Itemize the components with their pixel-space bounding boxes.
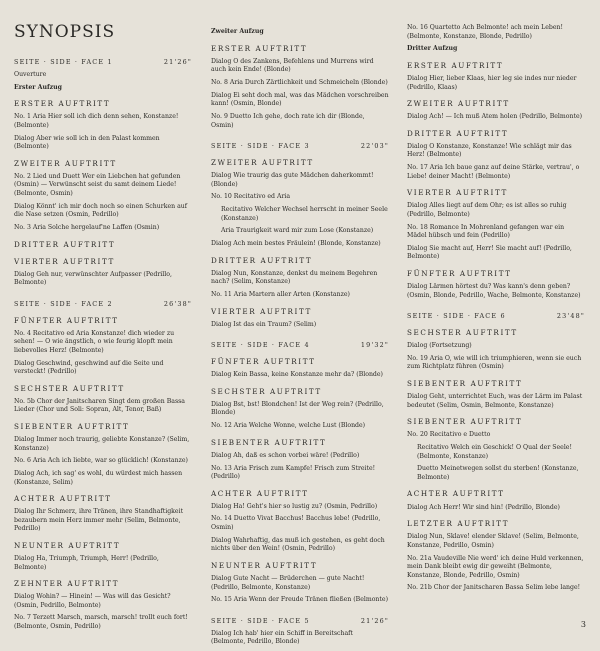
- side-duration: 22'03": [360, 142, 389, 151]
- side-duration: 21'26": [163, 58, 192, 66]
- number-entry: No. 9 Duetto Ich gehe, doch rate ich dir (Blonde, Osmin): [211, 112, 365, 129]
- number-entry: No. 10 Recitativo ed Aria: [211, 193, 291, 201]
- dialog-entry: Dialog Nun, Sklave! elender Sklave! (Selim, Belmonte, Konstanze, Pedrillo, Osmin): [407, 533, 579, 549]
- number-entry: No. 8 Aria Durch Zärtlichkeit und Schmeicheln (Blonde): [211, 78, 388, 86]
- dialog-entry: Dialog Ist das ein Traum? (Selim): [211, 320, 317, 328]
- dialog-entry: Dialog Ach! — Ich muß Atem holen (Pedrillo, Belmonte): [407, 113, 583, 121]
- dialog-entry: Dialog Wohin? — Hinein! — Was will das Gesicht? (Osmin, Pedrillo, Belmonte): [14, 593, 171, 609]
- dialog-entry: Dialog Nun, Konstanze, denkst du meinem Begehren nach? (Selim, Konstanze): [211, 269, 378, 286]
- number-entry: No. 21a Vaudeville Nie werd' ich deine Huld verkennen, mein Dank bleibt ewig dir geweiht (Belmonte, Konstanze, Blonde, Pedrillo, Osmin): [407, 554, 584, 579]
- side-duration: 23'48": [556, 312, 585, 321]
- act-heading: Erster Aufzug: [14, 83, 62, 91]
- number-entry: No. 6 Aria Ach ich liebte, war so glücklich! (Konstanze): [14, 457, 188, 465]
- scene-heading: ACHTER AUFTRITT: [407, 489, 505, 499]
- scene-heading: NEUNTER AUFTRITT: [14, 540, 121, 550]
- dialog-entry: Dialog Ich hab' hier ein Schiff in Bereitschaft (Belmonte, Pedrillo, Blonde): [211, 629, 353, 646]
- number-entry: No. 20 Recitativo e Duetto: [407, 431, 491, 439]
- scene-heading: SIEBENTER AUFTRITT: [407, 379, 523, 388]
- number-entry: No. 1 Aria Hier soll ich dich denn sehen, Konstanze! (Belmonte): [14, 113, 179, 129]
- side-header: [211, 341, 389, 350]
- dialog-entry: Dialog Wie traurig das gute Mädchen daherkommt! (Blonde): [211, 172, 374, 188]
- dialog-entry: Dialog Hier, lieber Klaas, hier leg sie indes nur nieder (Pedrillo, Klaas): [407, 74, 577, 91]
- act-heading: Zweiter Aufzug: [211, 28, 264, 35]
- side-label: SEITE · SIDE · FACE 5: [211, 616, 310, 625]
- scene-heading: ACHTER AUFTRITT: [211, 488, 309, 498]
- side-duration: 26'38": [163, 299, 192, 308]
- scene-heading: DRITTER AUFTRITT: [211, 255, 313, 265]
- side-label: SEITE · SIDE · FACE 6: [407, 312, 506, 321]
- dialog-entry: Dialog Geschwind, geschwind auf die Seite und versteckt! (Pedrillo): [14, 359, 164, 376]
- scene-heading: VIERTER AUFTRITT: [14, 256, 115, 266]
- scene-heading: VIERTER AUFTRITT: [211, 306, 312, 316]
- scene-heading: FÜNFTER AUFTRITT: [211, 357, 316, 367]
- scene-heading: NEUNTER AUFTRITT: [211, 560, 318, 570]
- dialog-entry: Dialog Immer noch traurig, geliebte Konstanze? (Selim, Konstanze): [14, 435, 190, 452]
- dialog-entry: Dialog Sie macht auf, Herr! Sie macht auf! (Pedrillo, Belmonte): [407, 244, 572, 261]
- scene-heading: FÜNFTER AUFTRITT: [407, 269, 512, 278]
- dialog-entry: Dialog Wahrhaftig, das muß ich gestehen, es geht doch nichts über den Wein! (Osmin, Pedrillo): [211, 536, 385, 553]
- side-header: [14, 58, 192, 67]
- scene-heading: DRITTER AUFTRITT: [407, 128, 509, 138]
- dialog-entry: Dialog Kein Bassa, keine Konstanze mehr da? (Blonde): [211, 371, 383, 379]
- dialog-entry: Dialog Ah, daß es schon vorbei wäre! (Pedrillo): [211, 451, 360, 459]
- number-entry: No. 12 Aria Welche Wonne, welche Lust (Blonde): [211, 422, 366, 430]
- scene-heading: ERSTER AUFTRITT: [407, 60, 504, 70]
- column-3: [407, 24, 585, 597]
- number-entry: No. 21b Chor der Janitscharen Bassa Selim lebe lange!: [407, 584, 581, 592]
- number-entry: No. 17 Aria Ich baue ganz auf deine Stärke, vertrau', o Liebe! deiner Macht! (Belmonte): [407, 164, 580, 180]
- sub-entry: Recitativo Welch ein Geschick! O Qual der Seele! (Belmonte, Konstanze): [417, 444, 572, 460]
- sub-entry: Aria Traurigkeit ward mir zum Lose (Konstanze): [221, 227, 374, 235]
- scene-heading: SIEBENTER AUFTRITT: [407, 417, 523, 427]
- scene-heading: FÜNFTER AUFTRITT: [14, 315, 119, 325]
- number-entry: No. 4 Recitativo ed Aria Konstanze! dich wieder zu sehen! — O wie ängstlich, o wie feurig klopft mein liebevolles Herz! (Belmonte): [14, 329, 175, 354]
- number-entry: No. 19 Aria O, wie will ich triumphieren, wenn sie euch zum Richtplatz führen (Osmin): [407, 354, 582, 371]
- dialog-entry: Dialog (Fortsetzung): [407, 342, 472, 350]
- dialog-entry: Dialog Ihr Schmerz, ihre Tränen, ihre Standhaftigkeit bezaubern mein Herz immer mehr (Selim, Belmonte, Pedrillo): [14, 508, 184, 533]
- column-1: [14, 58, 192, 636]
- side-header: [211, 142, 389, 151]
- scene-heading: SECHSTER AUFTRITT: [407, 328, 518, 338]
- dialog-entry: Dialog Ha, Triumph, Triumph, Herr! (Pedrillo, Belmonte): [14, 554, 159, 571]
- side-label: SEITE · SIDE · FACE 4: [211, 341, 310, 350]
- number-entry: No. 13 Aria Frisch zum Kampfe! Frisch zum Streite! (Pedrillo): [211, 464, 376, 481]
- dialog-entry: Dialog Ach Herr! Wir sind hin! (Pedrillo, Blonde): [407, 503, 560, 511]
- dialog-entry: Dialog O Konstanze, Konstanze! Wie schlägt mir das Herz! (Belmonte): [407, 142, 572, 159]
- dialog-entry: Dialog Geht, unterrichtet Euch, was der Lärm im Palast bedeutet (Selim, Osmin, Belmonte, Konstanze): [407, 393, 583, 409]
- number-entry: No. 11 Aria Martern aller Arten (Konstanze): [211, 291, 350, 298]
- number-entry: No. 3 Aria Solche hergelauf'ne Laffen (Osmin): [14, 224, 160, 232]
- dialog-entry: Dialog Ach mein bestes Fräulein! (Blonde, Konstanze): [211, 240, 381, 248]
- scene-heading: ZWEITER AUFTRITT: [407, 99, 510, 109]
- side-label: SEITE · SIDE · FACE 1: [14, 58, 113, 66]
- page-title: SYNOPSIS: [14, 22, 116, 42]
- side-label: SEITE · SIDE · FACE 2: [14, 299, 113, 308]
- overture-entry: Ouverture: [14, 71, 47, 79]
- dialog-entry: Dialog Alles liegt auf dem Ohr; es ist alles so ruhig (Pedrillo, Belmonte): [407, 202, 567, 218]
- dialog-entry: Dialog Lärmen hörtest du? Was kann's denn geben? (Osmin, Blonde, Pedrillo, Wache, Belmonte, Konstanze): [407, 283, 581, 299]
- sub-entry: Recitativo Welcher Wechsel herrscht in meiner Seele (Konstanze): [221, 206, 388, 222]
- scene-heading: SIEBENTER AUFTRITT: [211, 437, 327, 447]
- side-label: SEITE · SIDE · FACE 3: [211, 142, 310, 151]
- side-header: [211, 617, 389, 626]
- dialog-entry: Dialog O des Zankens, Befehlens und Murrens wird auch kein Ende! (Blonde): [211, 57, 374, 74]
- dialog-entry: Dialog Aber wie soll ich in den Palast kommen (Belmonte): [14, 134, 160, 151]
- scene-heading: DRITTER AUFTRITT: [14, 239, 116, 249]
- side-header: [407, 312, 585, 321]
- dialog-entry: Dialog Geh nur, verwünschter Aufpasser (Pedrillo, Belmonte): [14, 270, 172, 287]
- number-entry: No. 5b Chor der Janitscharen Singt dem großen Bassa Lieder (Chor und Soli: Sopran, Alt, Tenor, Baß): [14, 397, 185, 414]
- number-entry: No. 15 Aria Wenn der Freude Tränen fließen (Belmonte): [211, 596, 388, 604]
- dialog-entry: Dialog Gute Nacht — Brüderchen — gute Nacht! (Pedrillo, Belmonte, Konstanze): [211, 574, 365, 591]
- number-entry: No. 2 Lied und Duett Wer ein Liebchen hat gefunden (Osmin) — Verwünscht seist du samt deinem Liede! (Belmonte, Osmin): [14, 172, 181, 198]
- side-duration: 21'26": [360, 616, 389, 625]
- scene-heading: SIEBENTER AUFTRITT: [14, 421, 130, 431]
- scene-heading: ZEHNTER AUFTRITT: [14, 579, 120, 589]
- sub-entry: Duetto Meinetwegen sollst du sterben! (Konstanze, Belmonte): [417, 465, 579, 481]
- dialog-entry: Dialog Könnt' ich mir doch noch so einen Schurken auf die Nase setzen (Osmin, Pedrillo): [14, 202, 188, 219]
- side-header: [14, 300, 192, 309]
- number-entry: No. 16 Quartetto Ach Belmonte! ach mein Leben! (Belmonte, Konstanze, Blonde, Pedrillo): [407, 24, 564, 40]
- scene-heading: LETZTER AUFTRITT: [407, 519, 510, 529]
- act-heading: Dritter Aufzug: [407, 45, 458, 53]
- scene-heading: ZWEITER AUFTRITT: [211, 157, 314, 167]
- number-entry: No. 18 Romance In Mohrenland gefangen war ein Mädel hübsch und fein (Pedrillo): [407, 223, 565, 240]
- dialog-entry: Dialog Ha! Geht's hier so lustig zu? (Osmin, Pedrillo): [211, 502, 378, 510]
- number-entry: No. 7 Terzett Marsch, marsch, marsch! trollt euch fort! (Belmonte, Osmin, Pedrillo): [14, 614, 188, 630]
- scene-heading: ERSTER AUFTRITT: [211, 43, 308, 53]
- column-2: [211, 24, 389, 651]
- dialog-entry: Dialog Ei seht doch mal, was das Mädchen vorschreiben kann! (Osmin, Blonde): [211, 91, 389, 108]
- scene-heading: SECHSTER AUFTRITT: [14, 383, 125, 393]
- number-entry: No. 14 Duetto Vivat Bacchus! Bacchus lebe! (Pedrillo, Osmin): [211, 515, 381, 532]
- side-duration: 19'32": [360, 341, 389, 350]
- scene-heading: ERSTER AUFTRITT: [14, 99, 111, 109]
- scene-heading: SECHSTER AUFTRITT: [211, 386, 322, 396]
- scene-heading: ACHTER AUFTRITT: [14, 494, 112, 504]
- scene-heading: ZWEITER AUFTRITT: [14, 158, 117, 168]
- scene-heading: VIERTER AUFTRITT: [407, 188, 508, 198]
- page-number: 3: [580, 620, 586, 629]
- dialog-entry: Dialog Bst, bst! Blondchen! Ist der Weg rein? (Pedrillo, Blonde): [211, 400, 384, 417]
- dialog-entry: Dialog Ach, ich sag' es wohl, du würdest mich hassen (Konstanze, Selim): [14, 469, 183, 486]
